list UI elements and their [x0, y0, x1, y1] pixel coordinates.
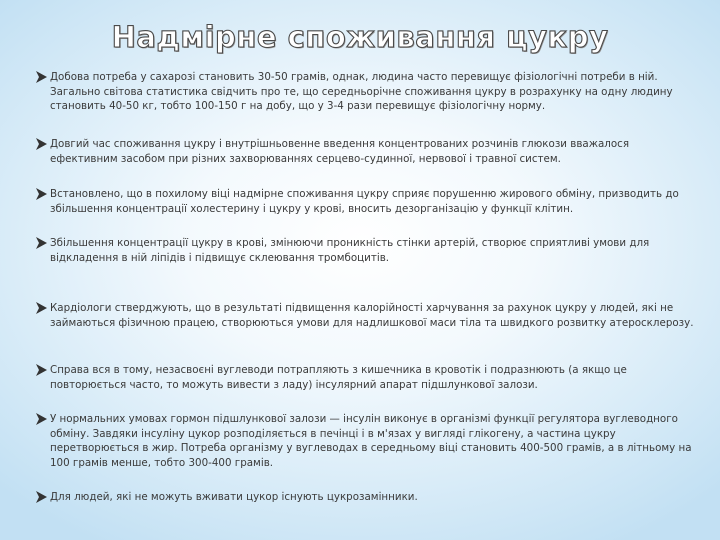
bullet-text: Для людей, які не можуть вживати цукор існують цукрозамінники. — [50, 491, 418, 503]
bullet-text: Встановлено, що в похилому віці надмірне споживання цукру сприяє порушенню жирового обміну, призводить до збільшення концентрації холестерину і цукру у крові, вносить дезорганізацію у функції клітин. — [50, 188, 679, 215]
bullet-item — [36, 70, 696, 114]
bullet-text: Збільшення концентрації цукру в крові, змінюючи проникність стінки артерій, створює сприятливі умови для відкладення в ній ліпідів і підвищує склеювання тромбоцитів. — [50, 237, 650, 264]
arrowhead-bullet-icon — [36, 237, 47, 249]
slide-title: Надмірне споживання цукру — [111, 20, 609, 54]
arrowhead-bullet-icon — [36, 413, 47, 425]
arrowhead-bullet-icon — [36, 364, 47, 376]
bullet-item — [36, 137, 696, 166]
bullet-text: У нормальних умовах гормон підшлункової залози — інсулін виконує в організмі функції регулятора вуглеводного обміну. Завдяки інсуліну цукор розподіляється в печінці і в м'язах у вигляді глікогену, а частина цукру перетворюється в жир. Потреба організму у вуглеводах в середньому віці становить 400-500 грамів, а в літньому на 100 грамів менше, тобто 300-400 грамів. — [50, 413, 692, 469]
arrowhead-bullet-icon — [36, 138, 47, 150]
arrowhead-bullet-icon — [36, 188, 47, 200]
bullet-item — [36, 236, 696, 265]
bullet-item — [36, 301, 696, 330]
arrowhead-bullet-icon — [36, 302, 47, 314]
bullet-item — [36, 490, 696, 505]
bullet-text: Добова потреба у сахарозі становить 30-50 грамів, однак, людина часто перевищує фізіологічні потреби в ній. Загально світова статистика свідчить про те, що середньорічне споживання цукру в розрахунку на одну людину становить 40-50 кг, тобто 100-150 г на добу, що у 3-4 рази перевищує фізіологічну норму. — [50, 71, 673, 113]
bullet-item — [36, 363, 696, 392]
bullet-text: Справа вся в тому, незасвоєні вуглеводи потрапляють з кишечника в кровотік і подразнюють (а якщо це повторюється часто, то можуть вивести з ладу) інсулярний апарат підшлункової залози. — [50, 364, 627, 391]
arrowhead-bullet-icon — [36, 491, 47, 503]
bullet-text: Кардіологи стверджують, що в результаті підвищення калорійності харчування за рахунок цукру у людей, які не займаються фізичною працею, створюються умови для надлишкової маси тіла та швидкого розвитку атеросклерозу. — [50, 302, 694, 329]
bullet-item — [36, 412, 696, 470]
arrowhead-bullet-icon — [36, 71, 47, 83]
bullet-item — [36, 187, 696, 216]
bullet-text: Довгий час споживання цукру і внутрішньовенне введення концентрованих розчинів глюкози вважалося ефективним засобом при різних захворюваннях серцево-судинної, нервової і травної систем. — [50, 138, 630, 165]
